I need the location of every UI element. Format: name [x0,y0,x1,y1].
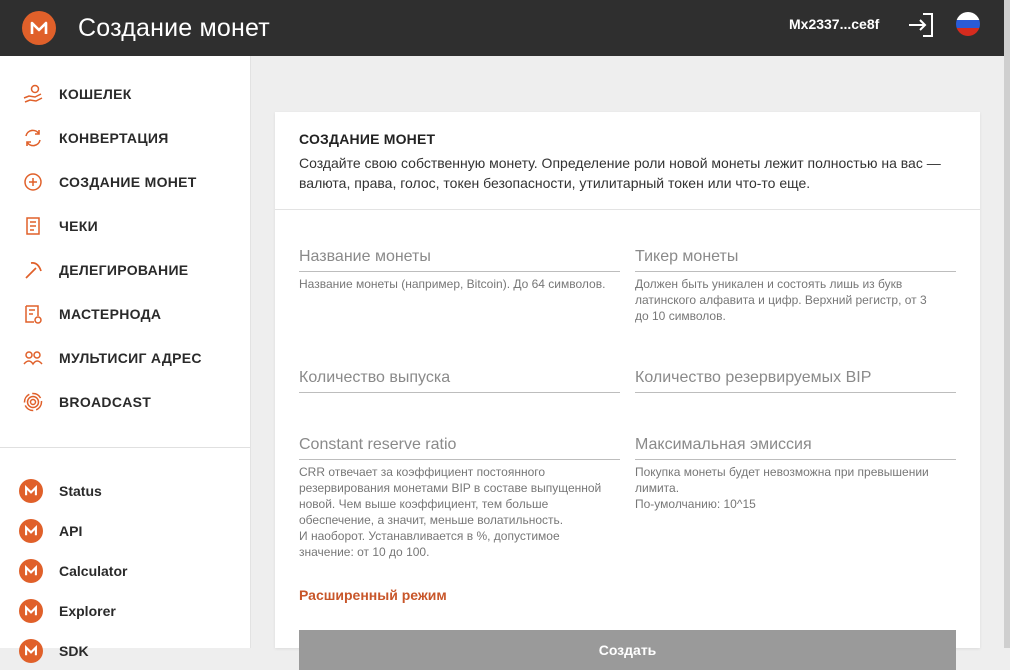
plus-circle-icon [22,171,44,193]
sidebar-link-status[interactable] [0,475,250,507]
supply-field [299,363,620,393]
max-supply-field [635,430,956,512]
coin-name-hint: Название монеты (например, Bitcoin). До 64 символов. [299,277,606,291]
crr-input[interactable] [299,430,620,460]
advanced-mode-link[interactable]: Расширенный режим [299,587,447,603]
page-scrollbar[interactable] [1004,0,1010,648]
minter-logo-icon [19,519,43,543]
page-title: Создание монет [78,13,270,42]
logout-icon[interactable] [906,10,936,40]
sidebar-link-explorer[interactable] [0,595,250,627]
minter-logo-icon [19,599,43,623]
sidebar-link-label: API [59,523,83,539]
sidebar-link-label: Calculator [59,563,128,579]
language-flag-icon[interactable] [956,12,980,36]
sidebar-link-label: Explorer [59,603,116,619]
sidebar-item-convert[interactable] [0,116,250,160]
coin-name-field [299,242,620,292]
sidebar-link-label: Status [59,483,102,499]
minter-logo-icon [19,559,43,583]
sidebar-item-label: КОНВЕРТАЦИЯ [59,130,169,146]
crr-field [299,430,620,560]
sidebar-item-label: МУЛЬТИСИГ АДРЕС [59,350,202,366]
create-coin-button[interactable]: Создать [299,630,956,670]
reserve-field [635,363,956,393]
minter-logo-icon[interactable] [22,11,56,45]
sidebar-divider [0,447,250,448]
wallet-address: Mx2337...ce8f [789,16,880,32]
users-icon [22,347,44,369]
convert-arrows-icon [22,127,44,149]
pickaxe-icon [22,259,44,281]
sidebar [0,56,251,659]
sidebar-item-checks[interactable] [0,204,250,248]
sidebar-item-masternode[interactable] [0,292,250,336]
reserve-input[interactable] [635,363,956,393]
coin-name-input[interactable] [299,242,620,272]
card-title: СОЗДАНИЕ МОНЕТ [299,131,436,147]
minter-logo-icon [19,479,43,503]
sidebar-item-label: ДЕЛЕГИРОВАНИЕ [59,262,189,278]
sidebar-item-delegation[interactable] [0,248,250,292]
sidebar-link-sdk[interactable] [0,635,250,667]
crr-hint: CRR отвечает за коэффициент постоянного резервирования монетами BIP в составе выпущенной новой. Чем выше коэффициент, тем больше обеспечение, а значит, меньше волатильность. И наоборот. Устанавливается в %, допустимое значение: от 10 до 100. [299,465,602,559]
sidebar-item-label: СОЗДАНИЕ МОНЕТ [59,174,197,190]
create-coin-card [275,112,980,658]
max-supply-input[interactable] [635,430,956,460]
sidebar-link-label: SDK [59,643,89,659]
coin-ticker-hint: Должен быть уникален и состоять лишь из букв латинского алфавита и цифр. Верхний регистр, от 3 до 10 символов. [635,277,927,323]
sidebar-item-label: ЧЕКИ [59,218,98,234]
server-gear-icon [22,303,44,325]
minter-logo-icon [19,639,43,663]
sidebar-item-wallet[interactable] [0,72,250,116]
broadcast-icon [22,391,44,413]
receipt-icon [22,215,44,237]
card-header [275,112,980,210]
sidebar-link-calculator[interactable] [0,555,250,587]
sidebar-link-api[interactable] [0,515,250,547]
wallet-hand-icon [22,83,44,105]
supply-input[interactable] [299,363,620,393]
max-supply-hint: Покупка монеты будет невозможна при превышении лимита. По-умолчанию: 10^15 [635,465,929,511]
sidebar-item-label: МАСТЕРНОДА [59,306,162,322]
sidebar-item-label: BROADCAST [59,394,152,410]
sidebar-item-multisig[interactable] [0,336,250,380]
coin-ticker-input[interactable] [635,242,956,272]
sidebar-item-broadcast[interactable] [0,380,250,424]
coin-ticker-field [635,242,956,324]
card-description: Создайте свою собственную монету. Определение роли новой монеты лежит полностью на вас — валюта, права, голос, токен безопасности, утилитарный токен или что-то еще. [299,155,941,191]
sidebar-item-label: КОШЕЛЕК [59,86,132,102]
sidebar-item-create-coin[interactable] [0,160,250,204]
top-bar [0,0,1004,56]
